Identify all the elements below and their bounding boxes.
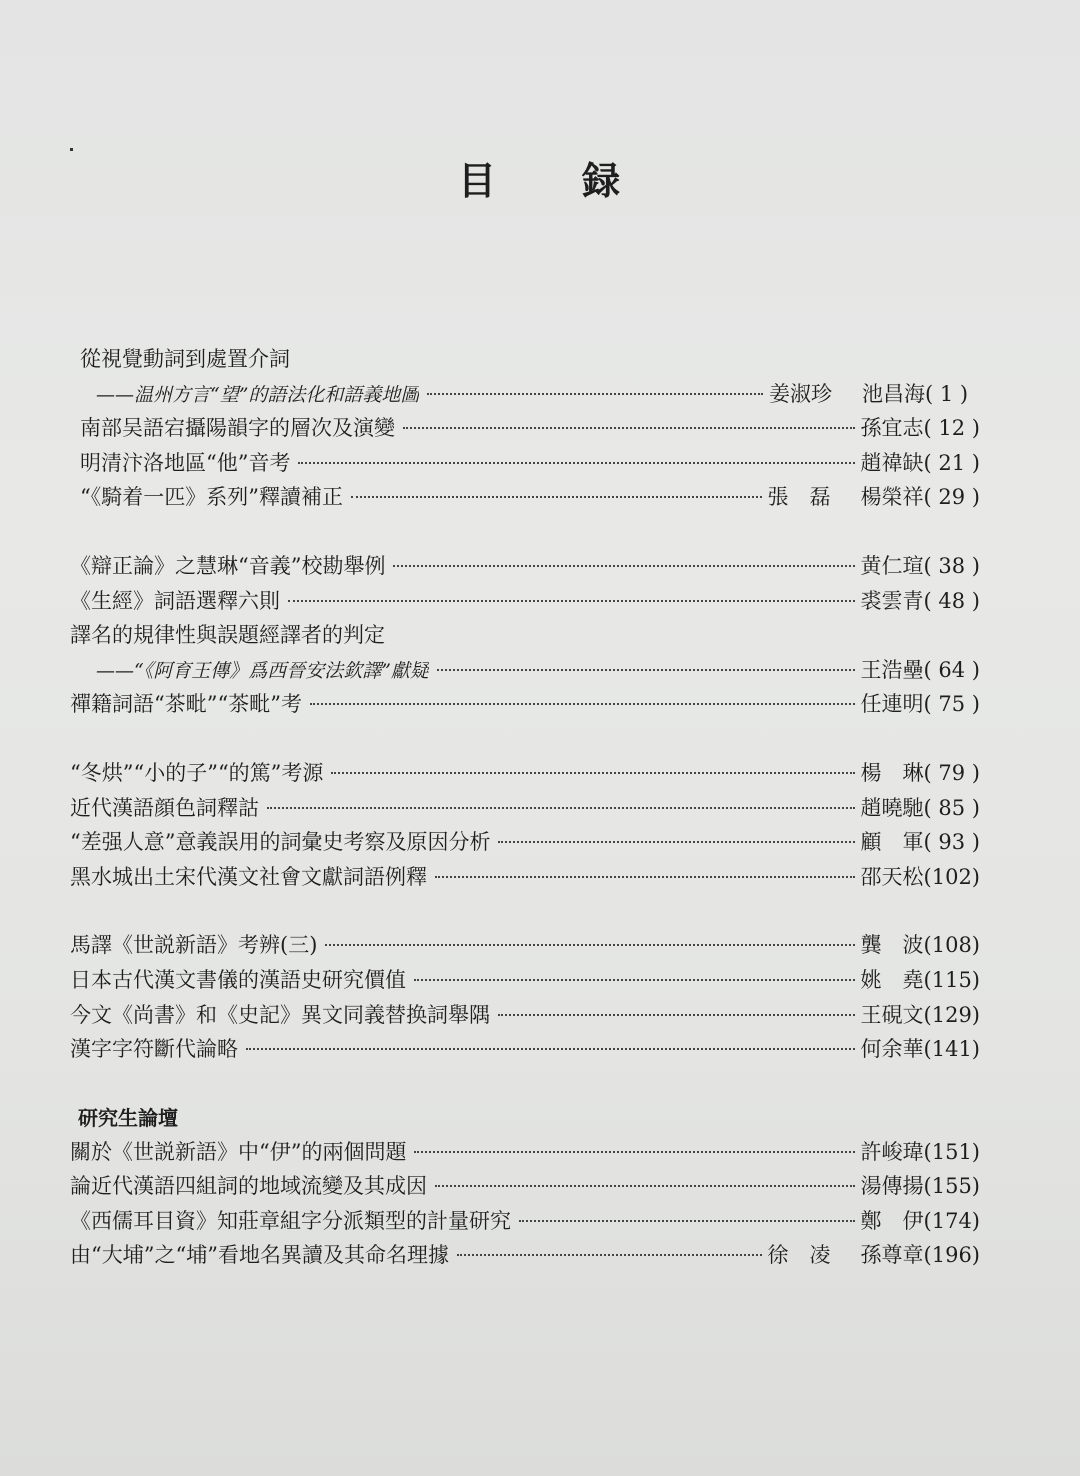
entry-page-number: (196) [923,1243,980,1268]
dot-leader [435,875,855,878]
dot-leader [498,1013,855,1016]
entry-title: 從視覺動詞到處置介詞 [80,347,290,371]
entry-title: 馬譯《世説新語》考辨(三) [70,933,318,958]
entry-page-number: ( 75 ) [923,692,980,717]
dot-leader [298,461,854,464]
toc-entry [70,791,980,826]
dot-leader [414,1150,854,1153]
table-of-contents [70,342,980,1273]
toc-entry [70,411,980,446]
entry-author: 王浩壘 [860,657,924,682]
entry-page-number: (108) [923,933,980,958]
entry-page-number: ( 85 ) [923,795,980,820]
toc-entry [70,756,980,791]
entry-author: 裘雲青 [860,588,924,613]
toc-entry [70,687,980,722]
dot-leader [267,806,855,809]
entry-author: 黄仁瑄 [860,553,924,578]
toc-entry [70,446,980,481]
group-gap [70,722,980,756]
entry-title: “差强人意”意義誤用的詞彙史考察及原因分析 [70,830,491,855]
toc-entry [70,1238,980,1273]
entry-author: 楊榮祥 [860,485,924,510]
dot-leader [288,599,855,602]
dot-leader [325,943,854,946]
entry-page-number: ( 93 ) [923,830,980,855]
toc-entry [70,480,980,515]
entry-title: “冬烘”“小的子”“的篤”考源 [70,760,324,785]
entry-title: “《騎着一匹》系列”釋讀補正 [80,485,343,510]
entry-author: 任連明 [860,692,924,717]
entry-title: 關於《世説新語》中“伊”的兩個問題 [70,1139,407,1164]
toc-entry [70,1032,980,1067]
entry-page-number: (102) [923,864,980,889]
entry-page-number: ( 48 ) [923,588,980,613]
entry-title: ——温州方言“望”的語法化和語義地圖 [96,383,420,406]
toc-entry [70,860,980,895]
toc-entry [70,377,980,412]
entry-page-number: (129) [923,1002,980,1027]
entry-author: 顧 軍 [860,830,924,855]
dot-leader [246,1047,855,1050]
toc-entry [70,549,980,584]
entry-page-number: ( 21 ) [923,450,980,475]
entry-author: 鄭 伊 [860,1208,924,1233]
toc-entry [70,963,980,998]
entry-coauthor: 張 磊 [767,485,831,510]
dot-leader [427,392,763,395]
group-gap [70,894,980,928]
entry-author: 池昌海 [862,381,925,406]
entry-title: 《西儒耳目資》知莊章組字分派類型的計量研究 [70,1208,511,1233]
entry-title: 禪籍詞語“茶毗”“茶毗”考 [70,692,302,717]
entry-title: 日本古代漢文書儀的漢語史研究價值 [70,967,406,992]
group-gap [70,515,980,549]
entry-title: 論近代漢語四組詞的地域流變及其成因 [70,1174,427,1199]
dot-leader [393,564,854,567]
toc-entry [70,928,980,963]
entry-coauthor: 姜淑珍 [769,381,832,406]
dot-leader [457,1253,762,1256]
entry-author: 楊 琳 [860,760,924,785]
section-heading: 研究生論壇 [78,1105,178,1130]
entry-page-number: ( 64 ) [923,657,980,682]
title-char: 録 [582,158,623,203]
toc-entry [70,618,980,653]
entry-title: 《辯正論》之慧琳“音義”校勘舉例 [70,553,386,578]
entry-page-number: (151) [923,1139,980,1164]
entry-page-number: ( 29 ) [923,485,980,510]
toc-entry [70,1204,980,1239]
dot-leader [403,426,855,429]
entry-coauthor: 徐 凌 [767,1243,831,1268]
entry-page-number: ( 79 ) [923,760,980,785]
dot-leader [437,668,855,671]
entry-author: 龔 波 [860,933,924,958]
entry-author: 許峻瑋 [860,1139,924,1164]
page-title [0,150,1080,205]
dot-leader [435,1184,855,1187]
entry-page-number: (115) [923,967,980,992]
dot-leader [331,771,854,774]
entry-author: 何余華 [860,1037,924,1062]
entry-page-number: ( 38 ) [923,553,980,578]
entry-page-number: (155) [923,1174,980,1199]
entry-title: 由“大埔”之“埔”看地名異讀及其命名理據 [70,1243,449,1268]
entry-author: 孫尊章 [860,1243,924,1268]
entry-author: 趙禕缺 [860,450,924,475]
entry-page-number: ( 1 ) [925,381,969,406]
entry-page-number: ( 12 ) [923,416,980,441]
dot-leader [414,978,855,981]
entry-author: 邵天松 [860,864,924,889]
entry-page-number: (141) [923,1037,980,1062]
entry-author: 姚 堯 [860,967,924,992]
toc-entry [70,584,980,619]
dot-leader [351,495,762,498]
entry-title: 今文《尚書》和《史記》異文同義替换詞舉隅 [70,1002,490,1027]
group-gap [70,1067,980,1101]
entry-author: 王硯文 [860,1002,924,1027]
toc-entry [70,825,980,860]
entry-author: 湯傳揚 [860,1174,924,1199]
entry-title: 黑水城出土宋代漢文社會文獻詞語例釋 [70,864,427,889]
entry-title: 南部吴語宕攝陽韻字的層次及演變 [80,416,395,441]
entry-title: 漢字字符斷代論略 [70,1037,238,1062]
toc-entry [70,342,980,377]
entry-page-number: (174) [923,1208,980,1233]
dot-leader [498,840,854,843]
entry-author: 趙曉馳 [860,795,924,820]
toc-entry [70,1135,980,1170]
dot-leader [310,702,855,705]
dot-leader [519,1219,855,1222]
toc-entry [70,998,980,1033]
entry-title: 明清汴洛地區“他”音考 [80,450,291,475]
entry-title: 近代漢語顔色詞釋詁 [70,795,259,820]
toc-entry [70,1169,980,1204]
entry-author: 孫宜志 [860,416,924,441]
entry-title: 譯名的規律性與誤題經譯者的判定 [70,623,385,648]
entry-title: 《生經》詞語選釋六則 [70,588,280,613]
entry-title: ——“《阿育王傳》爲西晉安法欽譯”獻疑 [96,659,429,682]
title-char: 目 [457,158,498,203]
toc-entry [70,653,980,688]
